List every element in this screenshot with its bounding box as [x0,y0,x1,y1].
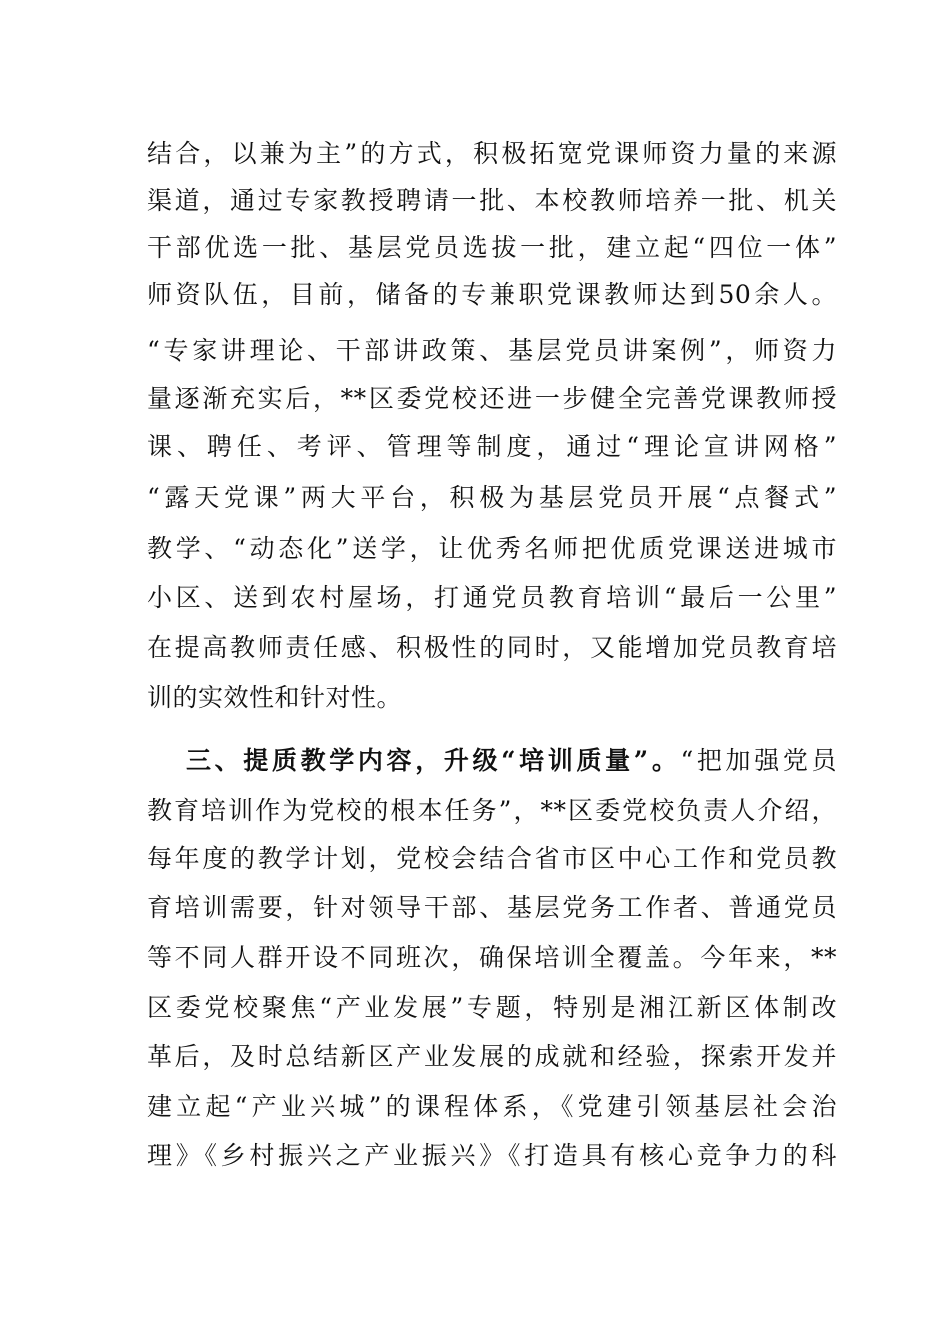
text-line: 革后，及时总结新区产业发展的成就和经验，探索开发并 [147,1042,837,1071]
paragraph-heading-line [186,741,837,781]
text-line: 育培训需要，针对领导干部、基层党务工作者、普通党员 [147,893,837,922]
text-line: 建立起“产业兴城”的课程体系，《党建引领基层社会治 [147,1092,837,1121]
text-line: 课、聘任、考评、管理等制度，通过“理论宣讲网格” [147,432,837,461]
text-line: 等不同人群开设不同班次，确保培训全覆盖。今年来，** [147,943,837,972]
text-line: 干部优选一批、基层党员选拔一批，建立起“四位一体” [147,233,837,262]
text-line: “露天党课”两大平台，积极为基层党员开展“点餐式” [147,483,837,512]
text-line: 训的实效性和针对性。 [147,683,403,712]
text-line: 量逐渐充实后，**区委党校还进一步健全完善党课教师授 [147,384,837,413]
text-line: 教育培训作为党校的根本任务”，**区委党校负责人介绍， [147,796,837,825]
text-line: 每年度的教学计划，党校会结合省市区中心工作和党员教 [147,844,837,873]
text-line: 结合，以兼为主”的方式，积极拓宽党课师资力量的来源 [147,139,837,168]
text-line: 渠道，通过专家教授聘请一批、本校教师培养一批、机关 [147,186,837,215]
text-line: 小区、送到农村屋场，打通党员教育培训“最后一公里” [147,583,837,612]
text-line: 在提高教师责任感、积极性的同时，又能增加党员教育培 [147,633,837,662]
text-line: 师资队伍，目前，储备的专兼职党课教师达到50余人。 [147,280,837,309]
text-line: 区委党校聚焦“产业发展”专题，特别是湘江新区体制改 [147,993,837,1022]
text-line: “专家讲理论、干部讲政策、基层党员讲案例”，师资力 [147,336,837,365]
text-line: 教学、“动态化”送学，让优秀名师把优质党课送进城市 [147,534,837,563]
section-heading: 三、提质教学内容，升级“培训质量”。 [186,746,681,775]
text-line: 理》《乡村振兴之产业振兴》《打造具有核心竞争力的科 [147,1141,837,1170]
heading-line-rest: “把加强党员 [680,746,838,775]
